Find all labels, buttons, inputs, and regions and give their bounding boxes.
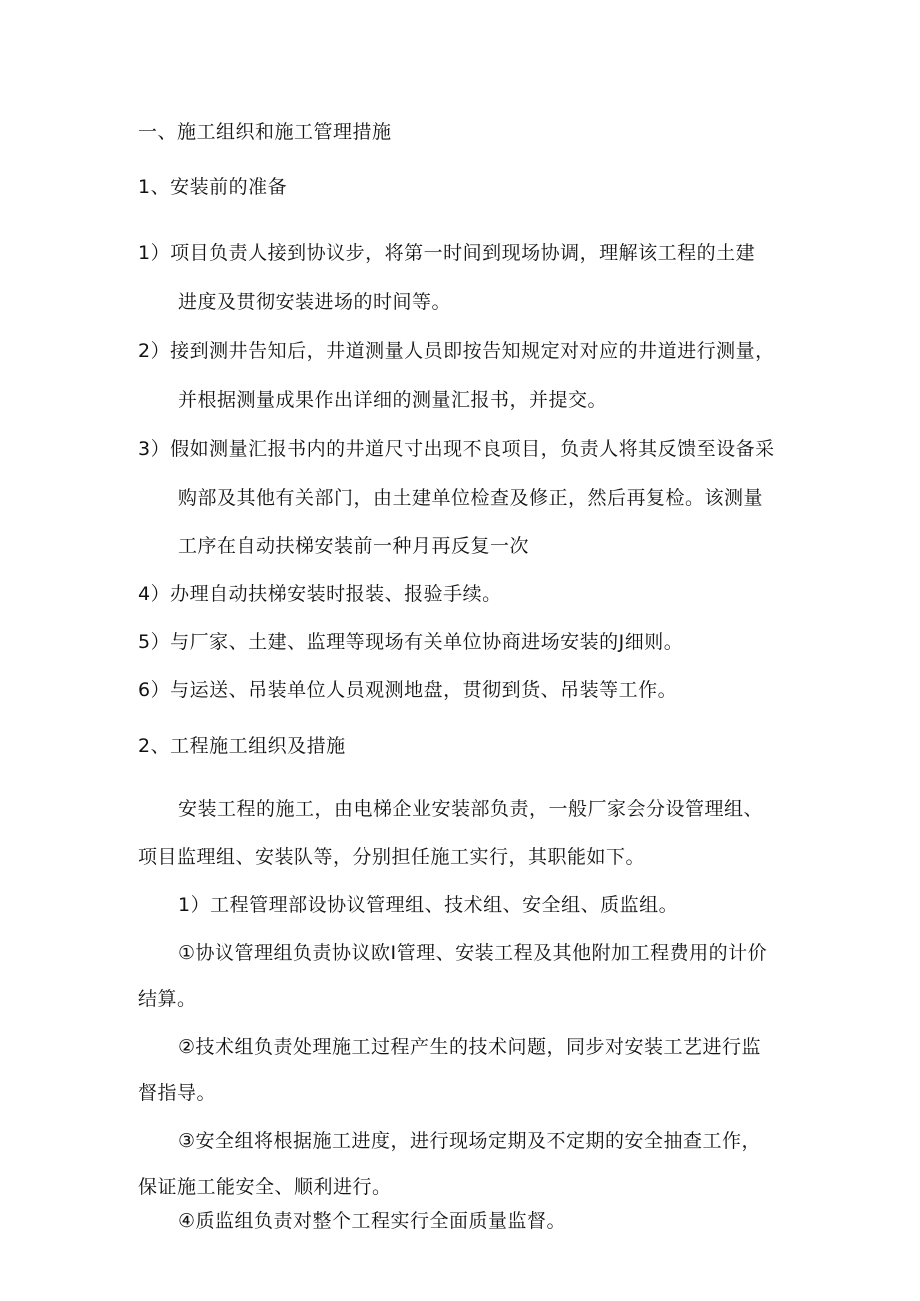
list-item-line: ③安全组将根据施工进度，进行现场定期及不定期的安全抽查工作， xyxy=(178,1130,762,1152)
list-item-line: 3）假如测量汇报书内的井道尺寸出现不良项目，负责人将其反馈至设备采 xyxy=(138,438,775,460)
list-item-line: 2）接到测井告知后，井道测量人员即按告知规定对对应的井道进行测量， xyxy=(138,340,775,362)
list-item-line: 购部及其他有关部门，由土建单位检查及修正，然后再复检。该测量 xyxy=(178,487,764,509)
list-item-line: 并根据测量成果作出详细的测量汇报书，并提交。 xyxy=(178,389,608,411)
list-item-line: 结算。 xyxy=(138,988,197,1010)
list-item-line: 1）项目负责人接到协议步，将第一时间到现场协调，理解该工程的土建 xyxy=(138,242,756,264)
paragraph-line: 安装工程的施工，由电梯企业安装部负责，一般厂家会分设管理组、 xyxy=(178,798,764,820)
paragraph-line: 1）工程管理部设协议管理组、技术组、安全组、质监组。 xyxy=(178,894,679,916)
list-item-line: 工序在自动扶梯安装前一种月再反复一次 xyxy=(178,535,530,557)
list-item: 4）办理自动扶梯安装时报装、报验手续。 xyxy=(138,583,502,605)
section-heading: 一、施工组织和施工管理措施 xyxy=(138,121,392,143)
list-item: 6）与运送、吊装单位人员观测地盘，贯彻到货、吊装等工作。 xyxy=(138,679,678,701)
list-item-line: ②技术组负责处理施工过程产生的技术问题，同步对安装工艺进行监 xyxy=(178,1036,762,1058)
list-item-line: ①协议管理组负责协议欧I管理、安装工程及其他附加工程费用的计价 xyxy=(178,942,768,964)
list-item-line: 保证施工能安全、顺利进行。 xyxy=(138,1176,392,1198)
list-item: 5）与厂家、土建、监理等现场有关单位协商进场安装的J细则。 xyxy=(138,631,684,653)
subsection-heading: 1、安装前的准备 xyxy=(138,176,288,198)
list-item-line: 进度及贯彻安装进场的时间等。 xyxy=(178,291,452,313)
paragraph-line: 项目监理组、安装队等，分别担任施工实行，其职能如下。 xyxy=(138,846,646,868)
subsection-heading: 2、工程施工组织及措施 xyxy=(138,735,346,757)
list-item-line: 督指导。 xyxy=(138,1082,217,1104)
list-item: ④质监组负责对整个工程实行全面质量监督。 xyxy=(178,1210,567,1232)
